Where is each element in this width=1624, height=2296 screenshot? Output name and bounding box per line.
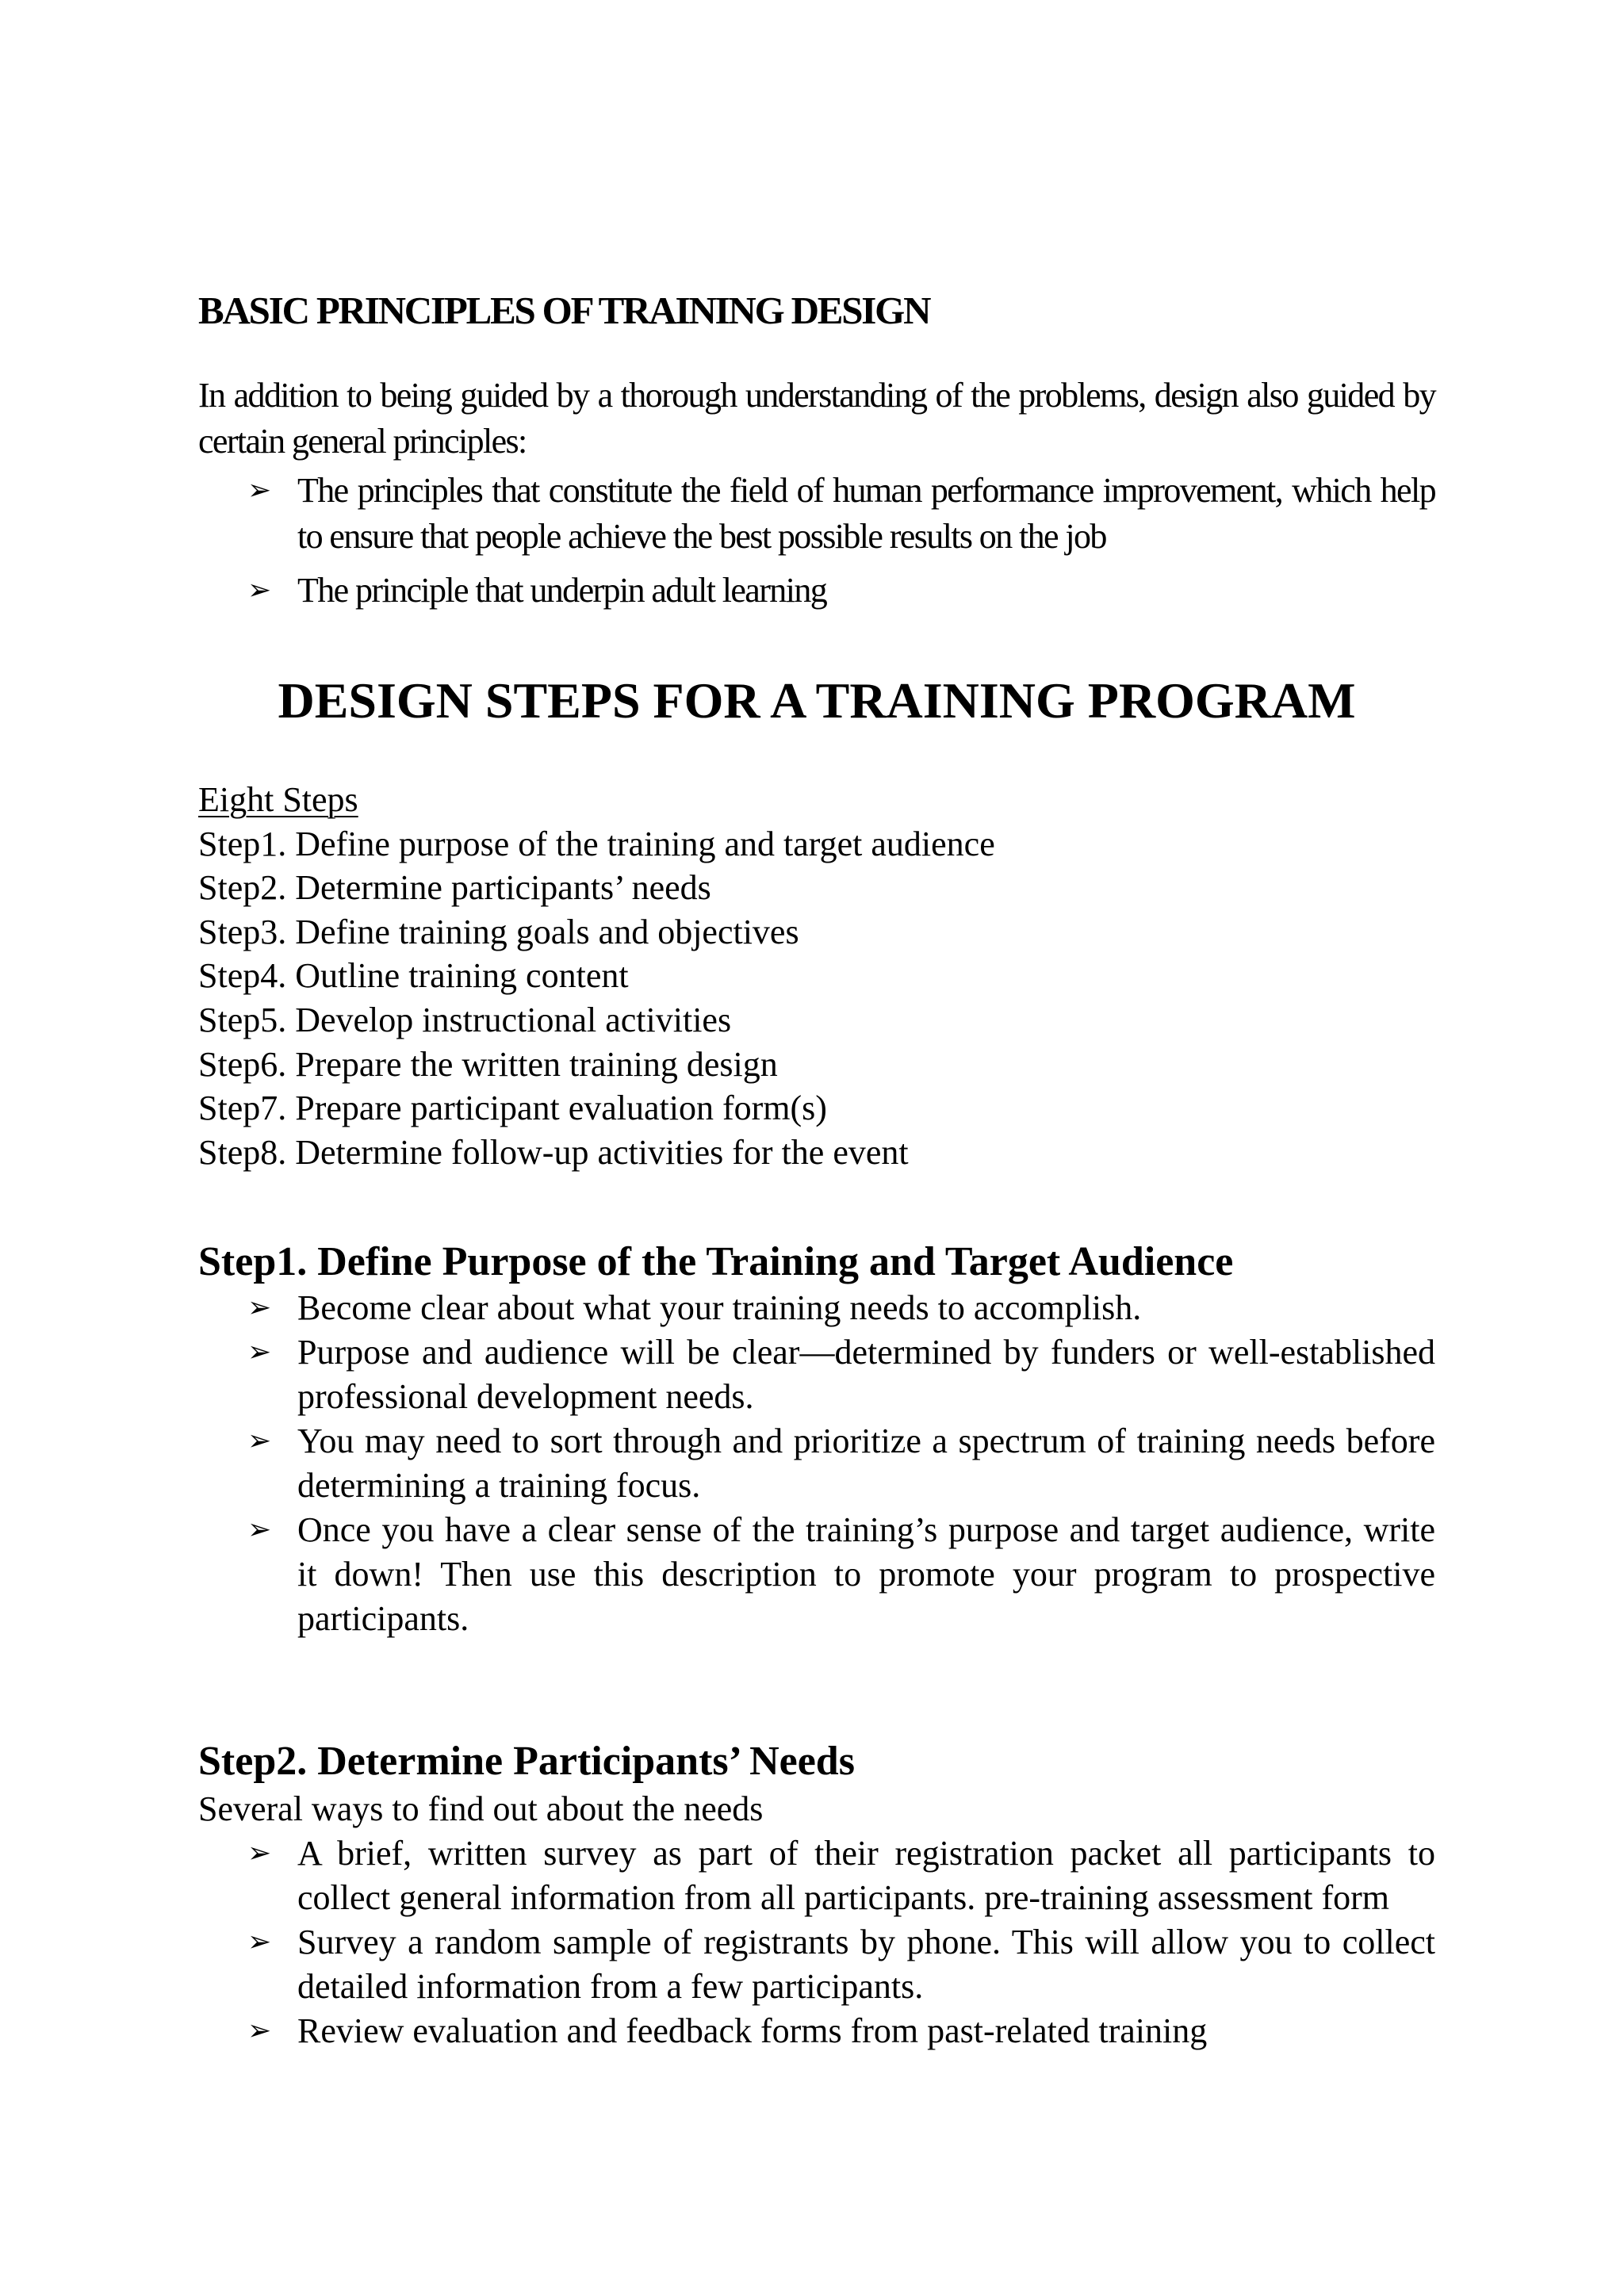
list-item-text: Become clear about what your training needs to accomplish.: [297, 1288, 1142, 1327]
list-item: [198, 1286, 1435, 1330]
steps-overview-heading: Eight Steps: [198, 780, 358, 819]
list-item-text: Review evaluation and feedback forms from past-related training: [297, 2011, 1208, 2050]
step-overview-item: Step6. Prepare the written training design: [198, 1044, 778, 1084]
step-overview-item: Step1. Define purpose of the training and target audience: [198, 824, 995, 863]
list-item-text: You may need to sort through and prioritize a spectrum of training needs before determining a training focus.: [297, 1422, 1435, 1505]
arrow-bullet-icon: ➢: [247, 1837, 272, 1869]
step-overview-item: Step7. Prepare participant evaluation form(s): [198, 1089, 827, 1128]
arrow-bullet-icon: ➢: [247, 2015, 272, 2047]
list-item: [198, 1508, 1435, 1641]
section-intro-paragraph: In addition to being guided by a thorough understanding of the problems, design also guided by certain general principles:: [198, 376, 1435, 461]
arrow-bullet-icon: ➢: [247, 1292, 272, 1324]
list-item-text: Survey a random sample of registrants by phone. This will allow you to collect detailed information from a few participants.: [297, 1923, 1435, 2006]
page-title: DESIGN STEPS FOR A TRAINING PROGRAM: [278, 672, 1356, 729]
arrow-bullet-icon: ➢: [247, 1336, 272, 1368]
section-title-basic-principles: BASIC PRINCIPLES OF TRAINING DESIGN: [198, 289, 930, 332]
arrow-bullet-icon: ➢: [247, 1425, 272, 1457]
list-item-text: The principle that underpin adult learning: [297, 571, 827, 610]
step-overview-item: Step8. Determine follow-up activities for the event: [198, 1132, 909, 1172]
principles-list: [198, 468, 1435, 622]
list-item: [198, 1920, 1435, 2009]
step2-heading: Step2. Determine Participants’ Needs: [198, 1739, 855, 1784]
step-overview-item: Step2. Determine participants’ needs: [198, 868, 711, 908]
arrow-bullet-icon: ➢: [247, 474, 270, 507]
step1-heading: Step1. Define Purpose of the Training and Target Audience: [198, 1239, 1234, 1284]
list-item: [198, 1831, 1435, 1920]
list-item: [198, 1330, 1435, 1419]
list-item: [198, 2009, 1435, 2053]
step2-list: [198, 1831, 1435, 2053]
list-item-text: Once you have a clear sense of the training’s purpose and target audience, write it down! Then use this description to promote your program to prospective participants.: [297, 1510, 1435, 1638]
list-item: [198, 468, 1435, 560]
steps-overview: [198, 778, 1435, 1174]
list-item: [198, 568, 1435, 614]
step-overview-item: Step5. Develop instructional activities: [198, 1000, 732, 1039]
list-item: [198, 1419, 1435, 1508]
arrow-bullet-icon: ➢: [247, 1926, 272, 1958]
step2-intro: Several ways to find out about the needs: [198, 1789, 764, 1828]
list-item-text: Purpose and audience will be clear—determined by funders or well-established professional development needs.: [297, 1333, 1435, 1416]
step-overview-item: Step4. Outline training content: [198, 956, 629, 996]
list-item-text: A brief, written survey as part of their registration packet all participants to collect general information from all participants. pre-training assessment form: [297, 1834, 1435, 1917]
arrow-bullet-icon: ➢: [247, 1513, 272, 1546]
step1-list: [198, 1286, 1435, 1641]
list-item-text: The principles that constitute the field of human performance improvement, which help to ensure that people achieve the best possible results on the job: [297, 471, 1435, 556]
arrow-bullet-icon: ➢: [247, 574, 270, 607]
step-overview-item: Step3. Define training goals and objectives: [198, 912, 799, 951]
